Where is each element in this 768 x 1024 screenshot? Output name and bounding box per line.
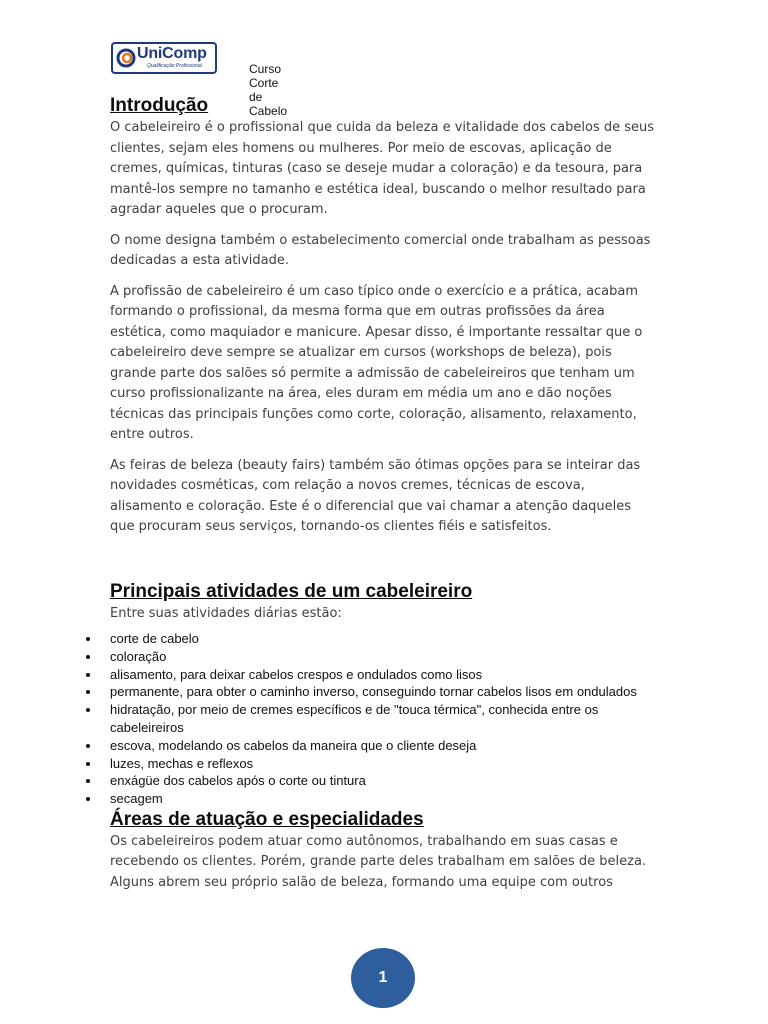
list-item: escova, modelando os cabelos da maneira que o cliente deseja — [84, 737, 658, 755]
list-item: hidratação, por meio de cremes específicos e de "touca térmica", conhecida entre os cabeleireiros — [84, 701, 658, 737]
list-item: enxágüe dos cabelos após o corte ou tintura — [84, 772, 658, 790]
activities-list — [84, 630, 658, 808]
intro-paragraph-4: As feiras de beleza (beauty fairs) também são ótimas opções para se inteirar das novidades cosméticas, com relação a novos cremes, técnicas de escova, alisamento e coloração. Este é o diferencial que vai chamar a atenção daqueles que procuram seus serviços, tornando-os clientes fiéis e satisfeitos. — [110, 457, 641, 534]
intro-paragraph-2: O nome designa também o estabelecimento comercial onde trabalham as pessoas dedicadas a esta atividade. — [110, 232, 651, 268]
logo-swirl-icon — [116, 47, 136, 69]
list-item: coloração — [84, 648, 658, 666]
list-item: alisamento, para deixar cabelos crespos e ondulados como lisos — [84, 666, 658, 684]
activities-intro: Entre suas atividades diárias estão: — [110, 605, 342, 621]
intro-heading: Introdução — [110, 95, 209, 116]
intro-paragraph-1: O cabeleireiro é o profissional que cuida da beleza e vitalidade dos cabelos de seus clientes, sejam eles homens ou mulheres. Por meio de escovas, aplicação de cremes, químicas, tinturas (caso se deseje mudar a coloração) e da tesoura, para mantê-los sempre no tamanho e estética ideal, buscando o melhor resultado para agradar aqueles que o procuram. — [110, 120, 655, 217]
page-number-badge — [351, 948, 415, 1008]
document-body — [110, 94, 658, 893]
list-item: luzes, mechas e reflexos — [84, 755, 658, 773]
page-number: 1 — [378, 969, 388, 986]
logo-wordmark: UniComp — [137, 45, 207, 62]
areas-heading: Áreas de atuação e especialidades — [110, 808, 424, 830]
intro-paragraph-3: A profissão de cabeleireiro é um caso típico onde o exercício e a prática, acabam formando o profissional, da mesma forma que em outras profissões da área estética, como maquiador e manicure. Apesar disso, é importante ressaltar que o cabeleireiro deve sempre se atualizar em cursos (workshops de beleza), pois grande parte dos salões só permite a admissão de cabeleireiros que tenham um curso profissionalizante na área, eles duram em média um ano e dão noções técnicas das principais funções como corte, coloração, alisamento, relaxamento, entre outros. — [110, 283, 643, 442]
unicomp-logo — [111, 42, 217, 74]
course-title: Curso Corte de Cabelo — [249, 62, 288, 118]
logo-tagline: Qualificação Profissional — [147, 63, 202, 69]
list-item: secagem — [84, 790, 658, 808]
areas-paragraph: Os cabeleireiros podem atuar como autônomos, trabalhando em suas casas e recebendo os clientes. Porém, grande parte deles trabalham em salões de beleza. Alguns abrem seu próprio salão de beleza, formando uma equipe com outros — [110, 833, 647, 890]
list-item: corte de cabelo — [84, 630, 658, 648]
activities-heading: Principais atividades de um cabeleireiro — [110, 580, 473, 602]
list-item: permanente, para obter o caminho inverso, conseguindo tornar cabelos lisos em ondulados — [84, 683, 658, 701]
